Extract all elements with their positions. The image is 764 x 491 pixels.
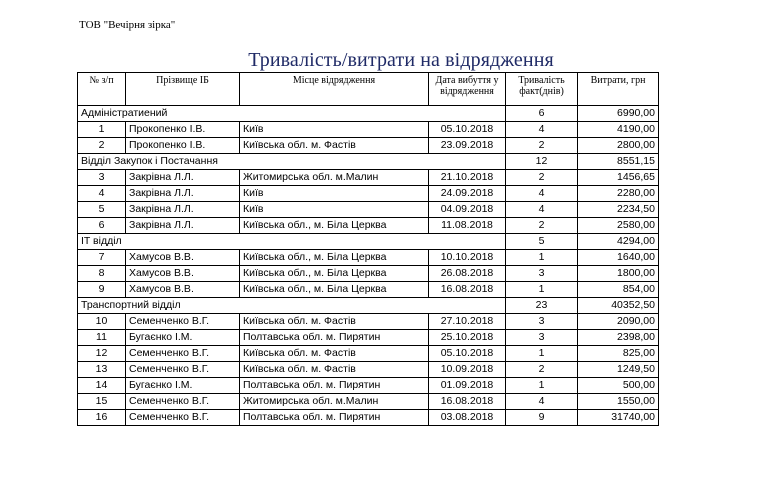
cell-name: Семенченко В.Г.	[126, 314, 240, 330]
table-row	[78, 330, 659, 346]
cell-cost: 1640,00	[578, 250, 659, 266]
cell-cost: 1456,65	[578, 170, 659, 186]
cell-place: Київська обл., м. Біла Церква	[240, 218, 429, 234]
cell-name: Семенченко В.Г.	[126, 394, 240, 410]
cell-place: Київська обл. м. Фастів	[240, 362, 429, 378]
cell-name: Бугаєнко І.М.	[126, 330, 240, 346]
company-name: ТОВ "Вечірня зірка"	[79, 19, 176, 31]
cell-date: 10.10.2018	[429, 250, 506, 266]
cell-date: 24.09.2018	[429, 186, 506, 202]
group-spacer	[240, 298, 506, 314]
cell-number: 12	[78, 346, 126, 362]
cell-number: 16	[78, 410, 126, 426]
cell-place: Київська обл. м. Фастів	[240, 314, 429, 330]
cell-duration: 4	[506, 186, 578, 202]
cell-name: Семенченко В.Г.	[126, 362, 240, 378]
cell-place: Київська обл. м. Фастів	[240, 346, 429, 362]
group-row	[78, 234, 659, 250]
cell-number: 13	[78, 362, 126, 378]
cell-duration: 4	[506, 202, 578, 218]
cell-date: 05.10.2018	[429, 122, 506, 138]
table-row	[78, 378, 659, 394]
group-row	[78, 298, 659, 314]
table-row	[78, 202, 659, 218]
cell-place: Київська обл., м. Біла Церква	[240, 282, 429, 298]
group-cost: 8551,15	[578, 154, 659, 170]
cell-cost: 1249,50	[578, 362, 659, 378]
cell-number: 6	[78, 218, 126, 234]
col-header-date: Дата вибуття у відрядження	[429, 73, 506, 106]
table-row	[78, 170, 659, 186]
cell-place: Київ	[240, 122, 429, 138]
group-name: Транспортний відділ	[78, 298, 240, 314]
col-header-cost: Витрати, грн	[578, 73, 659, 106]
cell-name: Семенченко В.Г.	[126, 410, 240, 426]
cell-place: Київ	[240, 202, 429, 218]
cell-cost: 500,00	[578, 378, 659, 394]
cell-place: Житомирська обл. м.Малин	[240, 170, 429, 186]
cell-date: 26.08.2018	[429, 266, 506, 282]
table-row	[78, 250, 659, 266]
cell-cost: 31740,00	[578, 410, 659, 426]
cell-duration: 4	[506, 122, 578, 138]
cell-duration: 4	[506, 394, 578, 410]
table-row	[78, 138, 659, 154]
cell-name: Бугаєнко І.М.	[126, 378, 240, 394]
cell-place: Київська обл., м. Біла Церква	[240, 250, 429, 266]
cell-duration: 1	[506, 282, 578, 298]
group-spacer	[240, 234, 506, 250]
group-cost: 4294,00	[578, 234, 659, 250]
group-row	[78, 154, 659, 170]
cell-duration: 1	[506, 346, 578, 362]
col-header-duration: Тривалість факт(днів)	[506, 73, 578, 106]
group-days: 23	[506, 298, 578, 314]
cell-duration: 1	[506, 378, 578, 394]
cell-place: Київ	[240, 186, 429, 202]
cell-place: Київська обл., м. Біла Церква	[240, 266, 429, 282]
cell-date: 21.10.2018	[429, 170, 506, 186]
header-row	[78, 73, 659, 106]
cell-number: 8	[78, 266, 126, 282]
cell-place: Полтавська обл. м. Пирятин	[240, 378, 429, 394]
cell-name: Хамусов В.В.	[126, 266, 240, 282]
cell-date: 03.08.2018	[429, 410, 506, 426]
cell-place: Київська обл. м. Фастів	[240, 138, 429, 154]
cell-date: 10.09.2018	[429, 362, 506, 378]
cell-number: 9	[78, 282, 126, 298]
report-table	[77, 72, 659, 426]
cell-cost: 4190,00	[578, 122, 659, 138]
col-header-name: Прізвище ІБ	[126, 73, 240, 106]
cell-number: 14	[78, 378, 126, 394]
cell-duration: 1	[506, 250, 578, 266]
cell-cost: 825,00	[578, 346, 659, 362]
table-row	[78, 410, 659, 426]
table-row	[78, 186, 659, 202]
cell-number: 11	[78, 330, 126, 346]
table-row	[78, 218, 659, 234]
cell-number: 10	[78, 314, 126, 330]
group-name: Відділ Закупок і Постачання	[78, 154, 240, 170]
cell-place: Полтавська обл. м. Пирятин	[240, 410, 429, 426]
table-row	[78, 266, 659, 282]
cell-duration: 3	[506, 266, 578, 282]
col-header-number: № з/п	[78, 73, 126, 106]
report-title: Тривалість/витрати на відрядження	[248, 49, 554, 71]
table-row	[78, 314, 659, 330]
cell-date: 01.09.2018	[429, 378, 506, 394]
cell-cost: 2580,00	[578, 218, 659, 234]
cell-duration: 2	[506, 138, 578, 154]
cell-date: 16.08.2018	[429, 282, 506, 298]
group-days: 12	[506, 154, 578, 170]
cell-name: Закрівна Л.Л.	[126, 170, 240, 186]
cell-date: 23.09.2018	[429, 138, 506, 154]
cell-cost: 2800,00	[578, 138, 659, 154]
cell-number: 15	[78, 394, 126, 410]
group-cost: 40352,50	[578, 298, 659, 314]
group-days: 6	[506, 106, 578, 122]
cell-date: 27.10.2018	[429, 314, 506, 330]
cell-date: 25.10.2018	[429, 330, 506, 346]
group-row	[78, 106, 659, 122]
cell-name: Хамусов В.В.	[126, 282, 240, 298]
group-cost: 6990,00	[578, 106, 659, 122]
table-row	[78, 346, 659, 362]
cell-name: Прокопенко І.В.	[126, 122, 240, 138]
table-row	[78, 282, 659, 298]
cell-number: 7	[78, 250, 126, 266]
cell-name: Хамусов В.В.	[126, 250, 240, 266]
group-name: IT відділ	[78, 234, 240, 250]
cell-cost: 1550,00	[578, 394, 659, 410]
cell-duration: 2	[506, 218, 578, 234]
group-days: 5	[506, 234, 578, 250]
cell-cost: 1800,00	[578, 266, 659, 282]
cell-place: Житомирська обл. м.Малин	[240, 394, 429, 410]
group-spacer	[240, 154, 506, 170]
cell-number: 2	[78, 138, 126, 154]
cell-date: 05.10.2018	[429, 346, 506, 362]
table-row	[78, 122, 659, 138]
cell-cost: 2280,00	[578, 186, 659, 202]
cell-name: Закрівна Л.Л.	[126, 202, 240, 218]
cell-cost: 2234,50	[578, 202, 659, 218]
cell-number: 3	[78, 170, 126, 186]
cell-name: Семенченко В.Г.	[126, 346, 240, 362]
cell-duration: 2	[506, 362, 578, 378]
cell-cost: 854,00	[578, 282, 659, 298]
col-header-place: Місце відрядження	[240, 73, 429, 106]
cell-number: 4	[78, 186, 126, 202]
table-row	[78, 362, 659, 378]
cell-name: Прокопенко І.В.	[126, 138, 240, 154]
table-body	[78, 106, 659, 426]
group-name: Адміністратиений	[78, 106, 240, 122]
cell-cost: 2398,00	[578, 330, 659, 346]
group-spacer	[240, 106, 506, 122]
cell-duration: 2	[506, 170, 578, 186]
cell-date: 04.09.2018	[429, 202, 506, 218]
cell-number: 1	[78, 122, 126, 138]
table-row	[78, 394, 659, 410]
cell-duration: 9	[506, 410, 578, 426]
cell-name: Закрівна Л.Л.	[126, 218, 240, 234]
cell-number: 5	[78, 202, 126, 218]
cell-duration: 3	[506, 330, 578, 346]
cell-date: 11.08.2018	[429, 218, 506, 234]
cell-name: Закрівна Л.Л.	[126, 186, 240, 202]
cell-cost: 2090,00	[578, 314, 659, 330]
cell-date: 16.08.2018	[429, 394, 506, 410]
cell-duration: 3	[506, 314, 578, 330]
table-header	[78, 73, 659, 106]
cell-place: Полтавська обл. м. Пирятин	[240, 330, 429, 346]
